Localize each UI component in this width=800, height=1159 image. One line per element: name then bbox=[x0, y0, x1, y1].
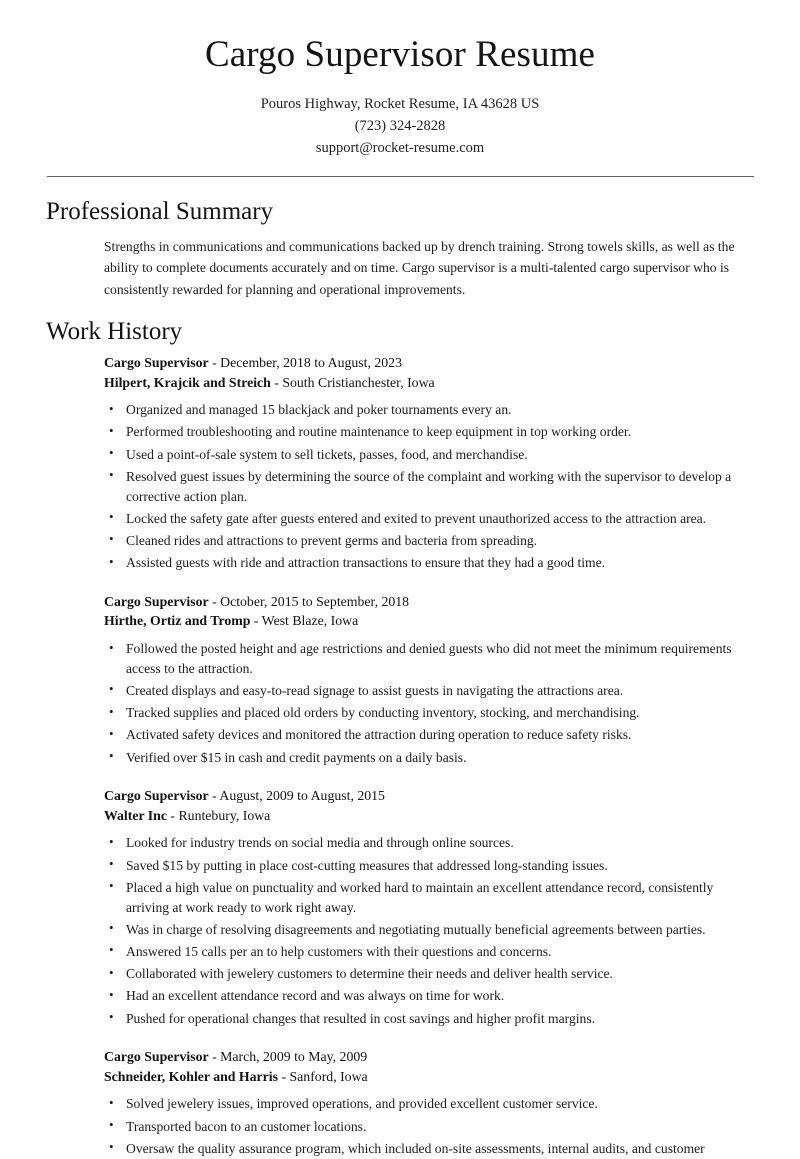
job-company-line bbox=[104, 806, 753, 826]
job-bullet: • Tracked supplies and placed old orders by conducting inventory, stocking, and merchandising. bbox=[104, 703, 744, 723]
job-title-line bbox=[104, 1047, 753, 1067]
job-bullet: • Activated safety devices and monitored the attraction during operation to reduce safety risks. bbox=[104, 725, 744, 745]
job-bullet: • Had an excellent attendance record and was always on time for work. bbox=[104, 986, 744, 1006]
contact-email: support@rocket-resume.com bbox=[315, 139, 485, 156]
work-history-section bbox=[0, 300, 800, 1159]
professional-summary-section bbox=[0, 177, 800, 300]
job-title: Cargo Supervisor bbox=[104, 1049, 209, 1065]
section-heading-summary: Professional Summary bbox=[46, 198, 274, 225]
job-location: - South Cristianchester, Iowa bbox=[270, 374, 435, 390]
job-bullet: • Saved $15 by putting in place cost-cutting measures that addressed long-standing issues. bbox=[104, 856, 744, 876]
job-bullet-list bbox=[104, 639, 753, 767]
section-heading-work-history: Work History bbox=[46, 317, 183, 345]
job-company: Hirthe, Ortiz and Tromp bbox=[104, 613, 251, 629]
job-bullet: • Transported bacon to an customer locations. bbox=[104, 1117, 744, 1137]
work-history-entry bbox=[104, 592, 753, 767]
job-title-line bbox=[104, 592, 753, 612]
job-dates: - October, 2015 to September, 2018 bbox=[208, 593, 410, 609]
job-company-line bbox=[104, 1067, 753, 1087]
job-bullet: • Solved jewelery issues, improved operations, and provided excellent customer service. bbox=[104, 1094, 744, 1114]
job-bullet: • Looked for industry trends on social media and through online sources. bbox=[104, 833, 744, 853]
summary-body bbox=[46, 227, 753, 300]
work-history-body bbox=[46, 347, 753, 1158]
job-bullet-list bbox=[104, 400, 753, 573]
work-history-entry bbox=[104, 786, 753, 1028]
job-bullet: • Performed troubleshooting and routine maintenance to keep equipment in top working order. bbox=[104, 422, 744, 442]
job-company-line bbox=[104, 373, 753, 393]
job-bullet: • Organized and managed 15 blackjack and poker tournaments every an. bbox=[104, 400, 744, 420]
summary-text: Strengths in communications and communications backed up by drench training. Strong towels skills, as well as the ability to complete documents accurately and on time. Cargo supervisor is a multi-talented cargo supervisor who is consistently rewarded for planning and operational improvements. bbox=[104, 239, 735, 297]
contact-address: Pouros Highway, Rocket Resume, IA 43628 US bbox=[260, 95, 540, 112]
job-bullet: • Assisted guests with ride and attraction transactions to ensure that they had a good time. bbox=[104, 553, 744, 573]
job-location: - Sanford, Iowa bbox=[278, 1068, 368, 1084]
job-company-line bbox=[104, 611, 753, 631]
job-bullet: • Oversaw the quality assurance program, which included on-site assessments, internal audits, and customer bbox=[104, 1139, 744, 1159]
page-title: Cargo Supervisor Resume bbox=[204, 34, 596, 75]
job-bullet: • Created displays and easy-to-read signage to assist guests in navigating the attractions area. bbox=[104, 681, 744, 701]
job-company: Walter Inc bbox=[104, 807, 167, 823]
job-bullet: • Was in charge of resolving disagreements and negotiating mutually beneficial agreements between parties. bbox=[104, 920, 744, 940]
contact-phone: (723) 324-2828 bbox=[354, 117, 446, 134]
job-bullet: • Followed the posted height and age restrictions and denied guests who did not meet the minimum requirements access to the attraction. bbox=[104, 639, 744, 678]
job-bullet: • Placed a high value on punctuality and worked hard to maintain an excellent attendance record, consistently arriving at work ready to work right away. bbox=[104, 878, 744, 917]
work-history-entry bbox=[104, 353, 753, 573]
job-bullet: • Pushed for operational changes that resulted in cost savings and higher profit margins. bbox=[104, 1009, 744, 1029]
resume-header bbox=[0, 0, 800, 177]
job-dates: - August, 2009 to August, 2015 bbox=[208, 788, 385, 804]
job-dates: - March, 2009 to May, 2009 bbox=[208, 1049, 368, 1065]
job-bullet: • Verified over $15 in cash and credit payments on a daily basis. bbox=[104, 748, 744, 768]
job-title-line bbox=[104, 353, 753, 373]
work-history-entry bbox=[104, 1047, 753, 1158]
job-bullet-list bbox=[104, 833, 753, 1028]
job-location: - Runtebury, Iowa bbox=[166, 807, 271, 823]
job-bullet-list bbox=[104, 1094, 753, 1158]
job-title: Cargo Supervisor bbox=[104, 593, 209, 609]
job-location: - West Blaze, Iowa bbox=[250, 613, 359, 629]
job-bullet: • Resolved guest issues by determining the source of the complaint and working with the supervisor to develop a corrective action plan. bbox=[104, 467, 744, 506]
job-bullet: • Collaborated with jewelery customers to determine their needs and deliver health service. bbox=[104, 964, 744, 984]
job-bullet: • Locked the safety gate after guests entered and exited to prevent unauthorized access to the attraction area. bbox=[104, 509, 744, 529]
job-bullet: • Used a point-of-sale system to sell tickets, passes, food, and merchandise. bbox=[104, 445, 744, 465]
job-company: Schneider, Kohler and Harris bbox=[104, 1068, 279, 1084]
job-title-line bbox=[104, 786, 753, 806]
job-company: Hilpert, Krajcik and Streich bbox=[104, 374, 271, 390]
job-bullet: • Answered 15 calls per an to help customers with their questions and concerns. bbox=[104, 942, 744, 962]
job-bullet: • Cleaned rides and attractions to prevent germs and bacteria from spreading. bbox=[104, 531, 744, 551]
job-title: Cargo Supervisor bbox=[104, 788, 209, 804]
job-dates: - December, 2018 to August, 2023 bbox=[208, 355, 402, 371]
job-title: Cargo Supervisor bbox=[104, 355, 209, 371]
